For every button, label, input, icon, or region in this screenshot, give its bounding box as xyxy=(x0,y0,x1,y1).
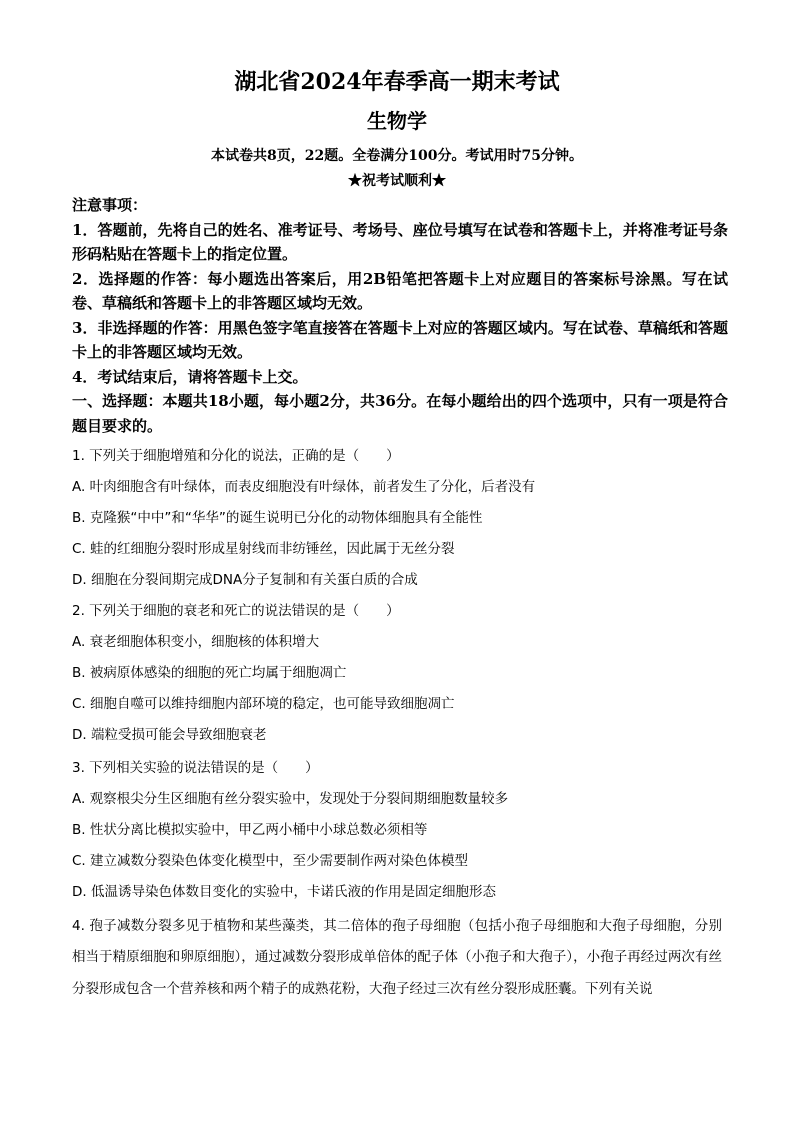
option-a: A. 观察根尖分生区细胞有丝分裂实验中，发现处于分裂间期细胞数量较多 xyxy=(72,791,509,808)
question-stem: 3. 下列相关实验的说法错误的是（ ） xyxy=(72,760,319,776)
exam-title: 湖北省2024年春季高一期末考试 xyxy=(234,69,560,95)
question-stem: 2. 下列关于细胞的衰老和死亡的说法错误的是（ ） xyxy=(72,603,400,619)
option-b: B. 克隆猴“中中”和“华华”的诞生说明已分化的动物体细胞具有全能性 xyxy=(72,510,483,527)
option-a: A. 叶肉细胞含有叶绿体，而表皮细胞没有叶绿体，前者发生了分化，后者没有 xyxy=(72,479,536,496)
exam-wish: ★祝考试顺利★ xyxy=(348,173,446,189)
exam-info: 本试卷共8页，22题。全卷满分100分。考试用时75分钟。 xyxy=(211,148,583,164)
question-4 xyxy=(72,911,722,1005)
question-2 xyxy=(72,596,722,751)
question-3 xyxy=(72,753,722,908)
option-b: B. 被病原体感染的细胞的死亡均属于细胞凋亡 xyxy=(72,665,347,682)
notice-heading: 注意事项： xyxy=(72,196,148,214)
option-c: C. 细胞自噬可以维持细胞内部环境的稳定，也可能导致细胞凋亡 xyxy=(72,696,455,713)
option-c: C. 蛙的红细胞分裂时形成星射线而非纺锤丝，因此属于无丝分裂 xyxy=(72,541,455,558)
question-stem: 4. 孢子减数分裂多见于植物和某些藻类，其二倍体的孢子母细胞（包括小孢子母细胞和大孢子母细胞，分别相当于精原细胞和卵原细胞），通过减数分裂形成单倍体的配子体（小孢子和大孢子），小孢子再经过两次有丝分裂形成包含一个营养核和两个精子的成熟花粉，大孢子经过三次有丝分裂形成胚囊。下列有关说 xyxy=(72,918,722,997)
notice-item-2: 2．选择题的作答：每小题选出答案后，用2B铅笔把答题卡上对应题目的答案标号涂黑。写在试卷、草稿纸和答题卡上的非答题区域均无效。 xyxy=(72,269,728,312)
question-1 xyxy=(72,441,722,596)
exam-subject: 生物学 xyxy=(367,109,427,133)
question-stem: 1. 下列关于细胞增殖和分化的说法，正确的是（ ） xyxy=(72,448,400,464)
notice-item-1: 1．答题前，先将自己的姓名、准考证号、考场号、座位号填写在试卷和答题卡上，并将准考证号条形码粘贴在答题卡上的指定位置。 xyxy=(72,220,728,263)
notice-block xyxy=(72,193,728,438)
notice-item-4: 4．考试结束后，请将答题卡上交。 xyxy=(72,367,308,386)
option-b: B. 性状分离比模拟实验中，甲乙两小桶中小球总数必须相等 xyxy=(72,822,428,839)
notice-item-3: 3．非选择题的作答：用黑色签字笔直接答在答题卡上对应的答题区域内。写在试卷、草稿纸和答题卡上的非答题区域均无效。 xyxy=(72,318,728,361)
option-d: D. 细胞在分裂间期完成DNA分子复制和有关蛋白质的合成 xyxy=(72,572,418,589)
option-a: A. 衰老细胞体积变小，细胞核的体积增大 xyxy=(72,634,320,651)
option-d: D. 低温诱导染色体数目变化的实验中，卡诺氏液的作用是固定细胞形态 xyxy=(72,884,496,901)
option-d: D. 端粒受损可能会导致细胞衰老 xyxy=(72,727,267,744)
option-c: C. 建立减数分裂染色体变化模型中，至少需要制作两对染色体模型 xyxy=(72,853,469,870)
section-heading: 一、选择题：本题共18小题，每小题2分，共36分。在每小题给出的四个选项中，只有一项是符合题目要求的。 xyxy=(72,392,728,435)
